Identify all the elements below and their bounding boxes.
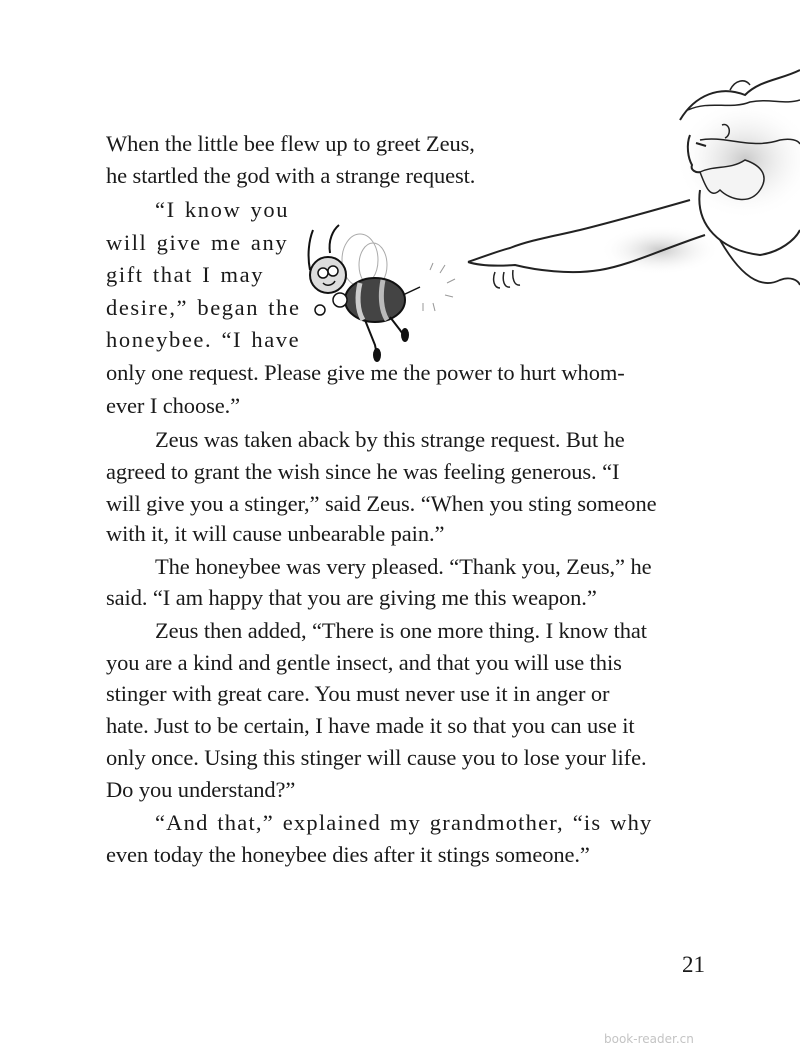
text-line: ever I choose.” bbox=[106, 393, 241, 418]
text-line: even today the honeybee dies after it stings someone.” bbox=[106, 842, 590, 867]
zeus-illustration bbox=[460, 40, 800, 330]
text-line: hate. Just to be certain, I have made it so that you can use it bbox=[106, 713, 635, 738]
text-line: When the little bee flew up to greet Zeus, bbox=[106, 131, 475, 156]
text-line: honeybee. “I have bbox=[106, 327, 301, 352]
text-line: only one request. Please give me the power to hurt whom- bbox=[106, 360, 625, 385]
text-line: Zeus was taken aback by this strange request. But he bbox=[155, 427, 625, 452]
text-line: will give me any bbox=[106, 230, 289, 255]
text-line: Zeus then added, “There is one more thing. I know that bbox=[155, 618, 647, 643]
honeybee-illustration bbox=[295, 215, 475, 365]
text-line: “And that,” explained my grandmother, “is why bbox=[155, 810, 653, 835]
text-line: desire,” began the bbox=[106, 295, 301, 320]
text-line: stinger with great care. You must never use it in anger or bbox=[106, 681, 610, 706]
text-line: The honeybee was very pleased. “Thank you, Zeus,” he bbox=[155, 554, 652, 579]
page-number: 21 bbox=[682, 952, 705, 977]
text-line: gift that I may bbox=[106, 262, 265, 287]
text-line: said. “I am happy that you are giving me this weapon.” bbox=[106, 585, 597, 610]
text-line: will give you a stinger,” said Zeus. “When you sting someone bbox=[106, 491, 657, 516]
text-line: he startled the god with a strange request. bbox=[106, 163, 476, 188]
watermark: book-reader.cn bbox=[604, 1032, 694, 1046]
text-line: agreed to grant the wish since he was feeling generous. “I bbox=[106, 459, 620, 484]
text-line: you are a kind and gentle insect, and that you will use this bbox=[106, 650, 622, 675]
text-line: “I know you bbox=[155, 197, 290, 222]
text-line: with it, it will cause unbearable pain.” bbox=[106, 521, 445, 546]
text-line: only once. Using this stinger will cause you to lose your life. bbox=[106, 745, 647, 770]
text-line: Do you understand?” bbox=[106, 777, 296, 802]
